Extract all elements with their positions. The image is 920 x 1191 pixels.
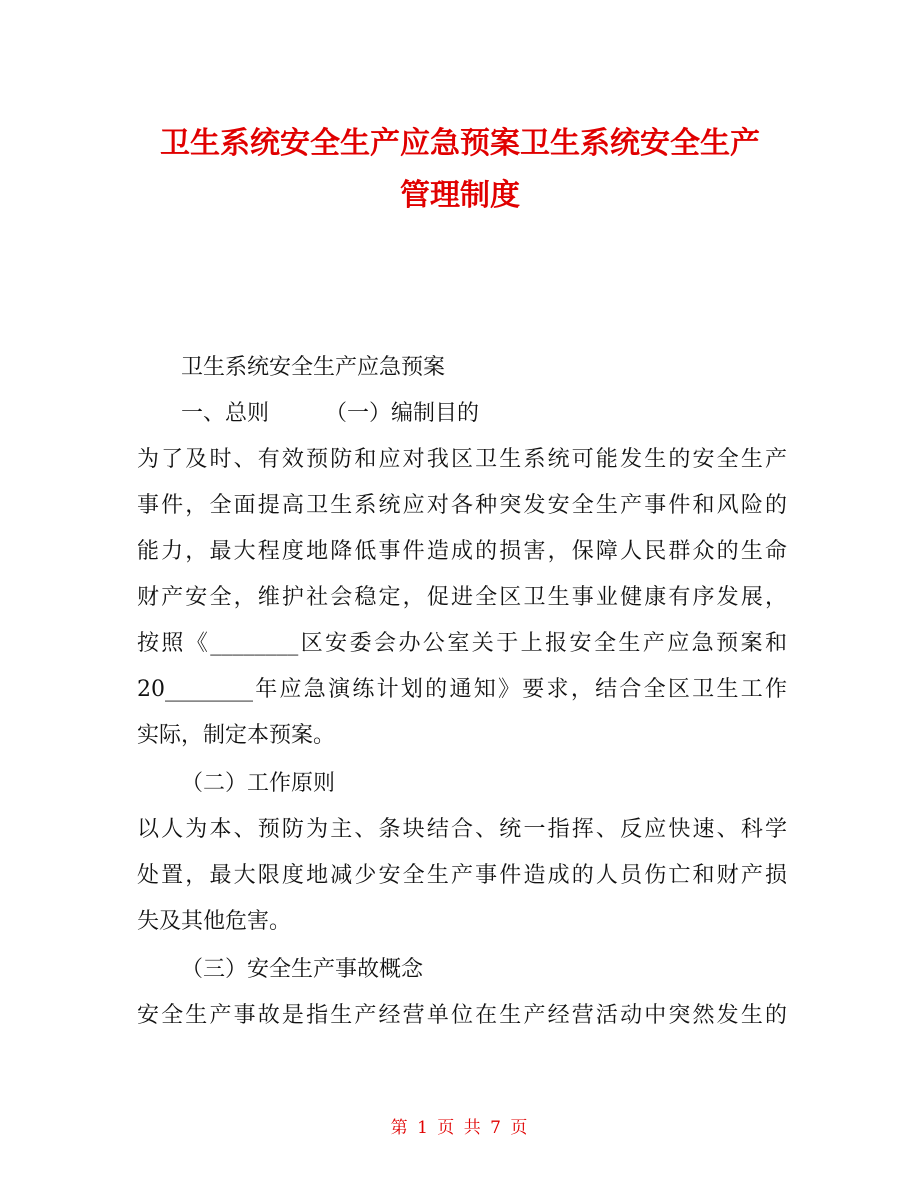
paragraph-1-line-6: 20________年应急演练计划的通知》要求，结合全区卫生工作 bbox=[137, 677, 787, 702]
document-title-line-2: 管理制度 bbox=[400, 178, 520, 213]
paragraph-2-line-1: 以人为本、预防为主、条块结合、统一指挥、反应快速、科学 bbox=[137, 817, 787, 842]
paragraph-1-line-2: 事件，全面提高卫生系统应对各种突发安全生产事件和风险的 bbox=[137, 493, 787, 518]
page-number-footer: 第 1 页 共 7 页 bbox=[390, 1118, 530, 1138]
section-1-heading: 一、总则 bbox=[181, 401, 270, 426]
paragraph-1-line-7: 实际，制定本预案。 bbox=[137, 723, 336, 748]
document-subtitle: 卫生系统安全生产应急预案 bbox=[181, 355, 446, 380]
section-1-heading-row bbox=[181, 400, 479, 428]
paragraph-2-line-2: 处置，最大限度地减少安全生产事件造成的人员伤亡和财产损 bbox=[137, 863, 787, 888]
paragraph-3-line-1: 安全生产事故是指生产经营单位在生产经营活动中突然发生的 bbox=[137, 1003, 787, 1028]
paragraph-1-line-5: 按照《________区安委会办公室关于上报安全生产应急预案和 bbox=[137, 631, 787, 656]
paragraph-1-line-1: 为了及时、有效预防和应对我区卫生系统可能发生的安全生产 bbox=[137, 447, 787, 472]
paragraph-2-line-3: 失及其他危害。 bbox=[137, 909, 292, 934]
section-1-subheading-concept: （三）安全生产事故概念 bbox=[181, 957, 424, 982]
section-1-subheading-purpose: （一）编制目的 bbox=[325, 401, 480, 426]
document-title-line-1: 卫生系统安全生产应急预案卫生系统安全生产 bbox=[160, 126, 760, 161]
paragraph-1-line-3: 能力，最大程度地降低事件造成的损害，保障人民群众的生命 bbox=[137, 539, 787, 564]
section-1-subheading-principles: （二）工作原则 bbox=[181, 771, 336, 796]
paragraph-1-line-4: 财产安全，维护社会稳定，促进全区卫生事业健康有序发展， bbox=[137, 585, 787, 610]
